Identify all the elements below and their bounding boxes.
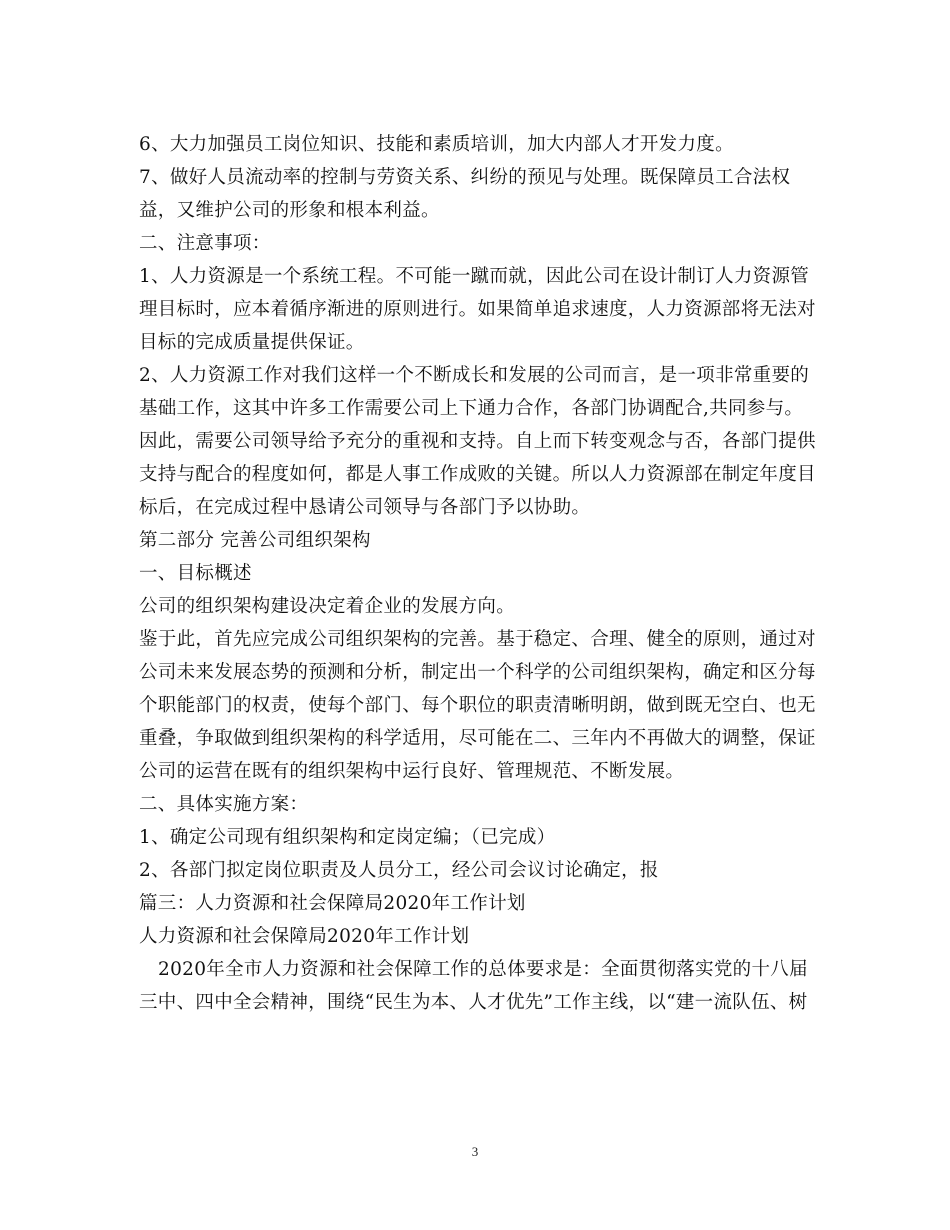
text-line: 标后，在完成过程中恳请公司领导与各部门予以协助。 (139, 497, 591, 518)
text-line: 益，又维护公司的形象和根本利益。 (139, 200, 440, 221)
text-line: 三中、四中全会精神，围绕“民生为本、人才优先”工作主线，以“建一流队伍、树 (139, 992, 808, 1013)
document-body (139, 128, 819, 1019)
text-line: 1、人力资源是一个系统工程。不可能一蹴而就，因此公司在设计制订人力资源管 (139, 266, 810, 287)
text-line: 公司的组织架构建设决定着企业的发展方向。 (139, 596, 516, 617)
section-heading: 一、目标概述 (139, 563, 252, 584)
text-line: 2、各部门拟定岗位职责及人员分工，经公司会议讨论确定，报 (139, 860, 659, 881)
text-line: 6、大力加强员工岗位知识、技能和素质培训，加大内部人才开发力度。 (139, 134, 734, 155)
text-line: 目标的完成质量提供保证。 (139, 332, 365, 353)
text-line: 公司未来发展态势的预测和分析，制定出一个科学的公司组织架构，确定和区分每 (139, 662, 816, 683)
text-line: 基础工作，这其中许多工作需要公司上下通力合作，各部门协调配合,共同参与。 (139, 398, 804, 419)
text-line: 理目标时，应本着循序渐进的原则进行。如果简单追求速度，人力资源部将无法对 (139, 299, 816, 320)
text-line: 个职能部门的权责，使每个部门、每个职位的职责清晰明朗，做到既无空白、也无 (139, 695, 816, 716)
part-heading: 第二部分 完善公司组织架构 (139, 530, 371, 551)
section-heading: 二、注意事项： (139, 233, 271, 254)
text-line: 重叠，争取做到组织架构的科学适用，尽可能在二、三年内不再做大的调整，保证 (139, 728, 816, 749)
text-line: 2020年全市人力资源和社会保障工作的总体要求是：全面贯彻落实党的十八届 (158, 959, 808, 980)
text-line: 1、确定公司现有组织架构和定岗定编；（已完成） (139, 827, 556, 848)
text-line: 公司的运营在既有的组织架构中运行良好、管理规范、不断发展。 (139, 761, 685, 782)
page-number: 3 (471, 1144, 479, 1159)
section-heading: 二、具体实施方案： (139, 794, 309, 815)
article-title: 人力资源和社会保障局2020年工作计划 (139, 926, 470, 947)
text-line: 鉴于此，首先应完成公司组织架构的完善。基于稳定、合理、健全的原则，通过对 (139, 629, 816, 650)
text-line: 2、人力资源工作对我们这样一个不断成长和发展的公司而言，是一项非常重要的 (139, 365, 810, 386)
text-line: 因此，需要公司领导给予充分的重视和支持。自上而下转变观念与否，各部门提供 (139, 431, 816, 452)
text-line: 7、做好人员流动率的控制与劳资关系、纠纷的预见与处理。既保障员工合法权 (139, 167, 791, 188)
text-line: 支持与配合的程度如何，都是人事工作成败的关键。所以人力资源部在制定年度目 (139, 464, 816, 485)
article-heading: 篇三：人力资源和社会保障局2020年工作计划 (139, 893, 526, 914)
